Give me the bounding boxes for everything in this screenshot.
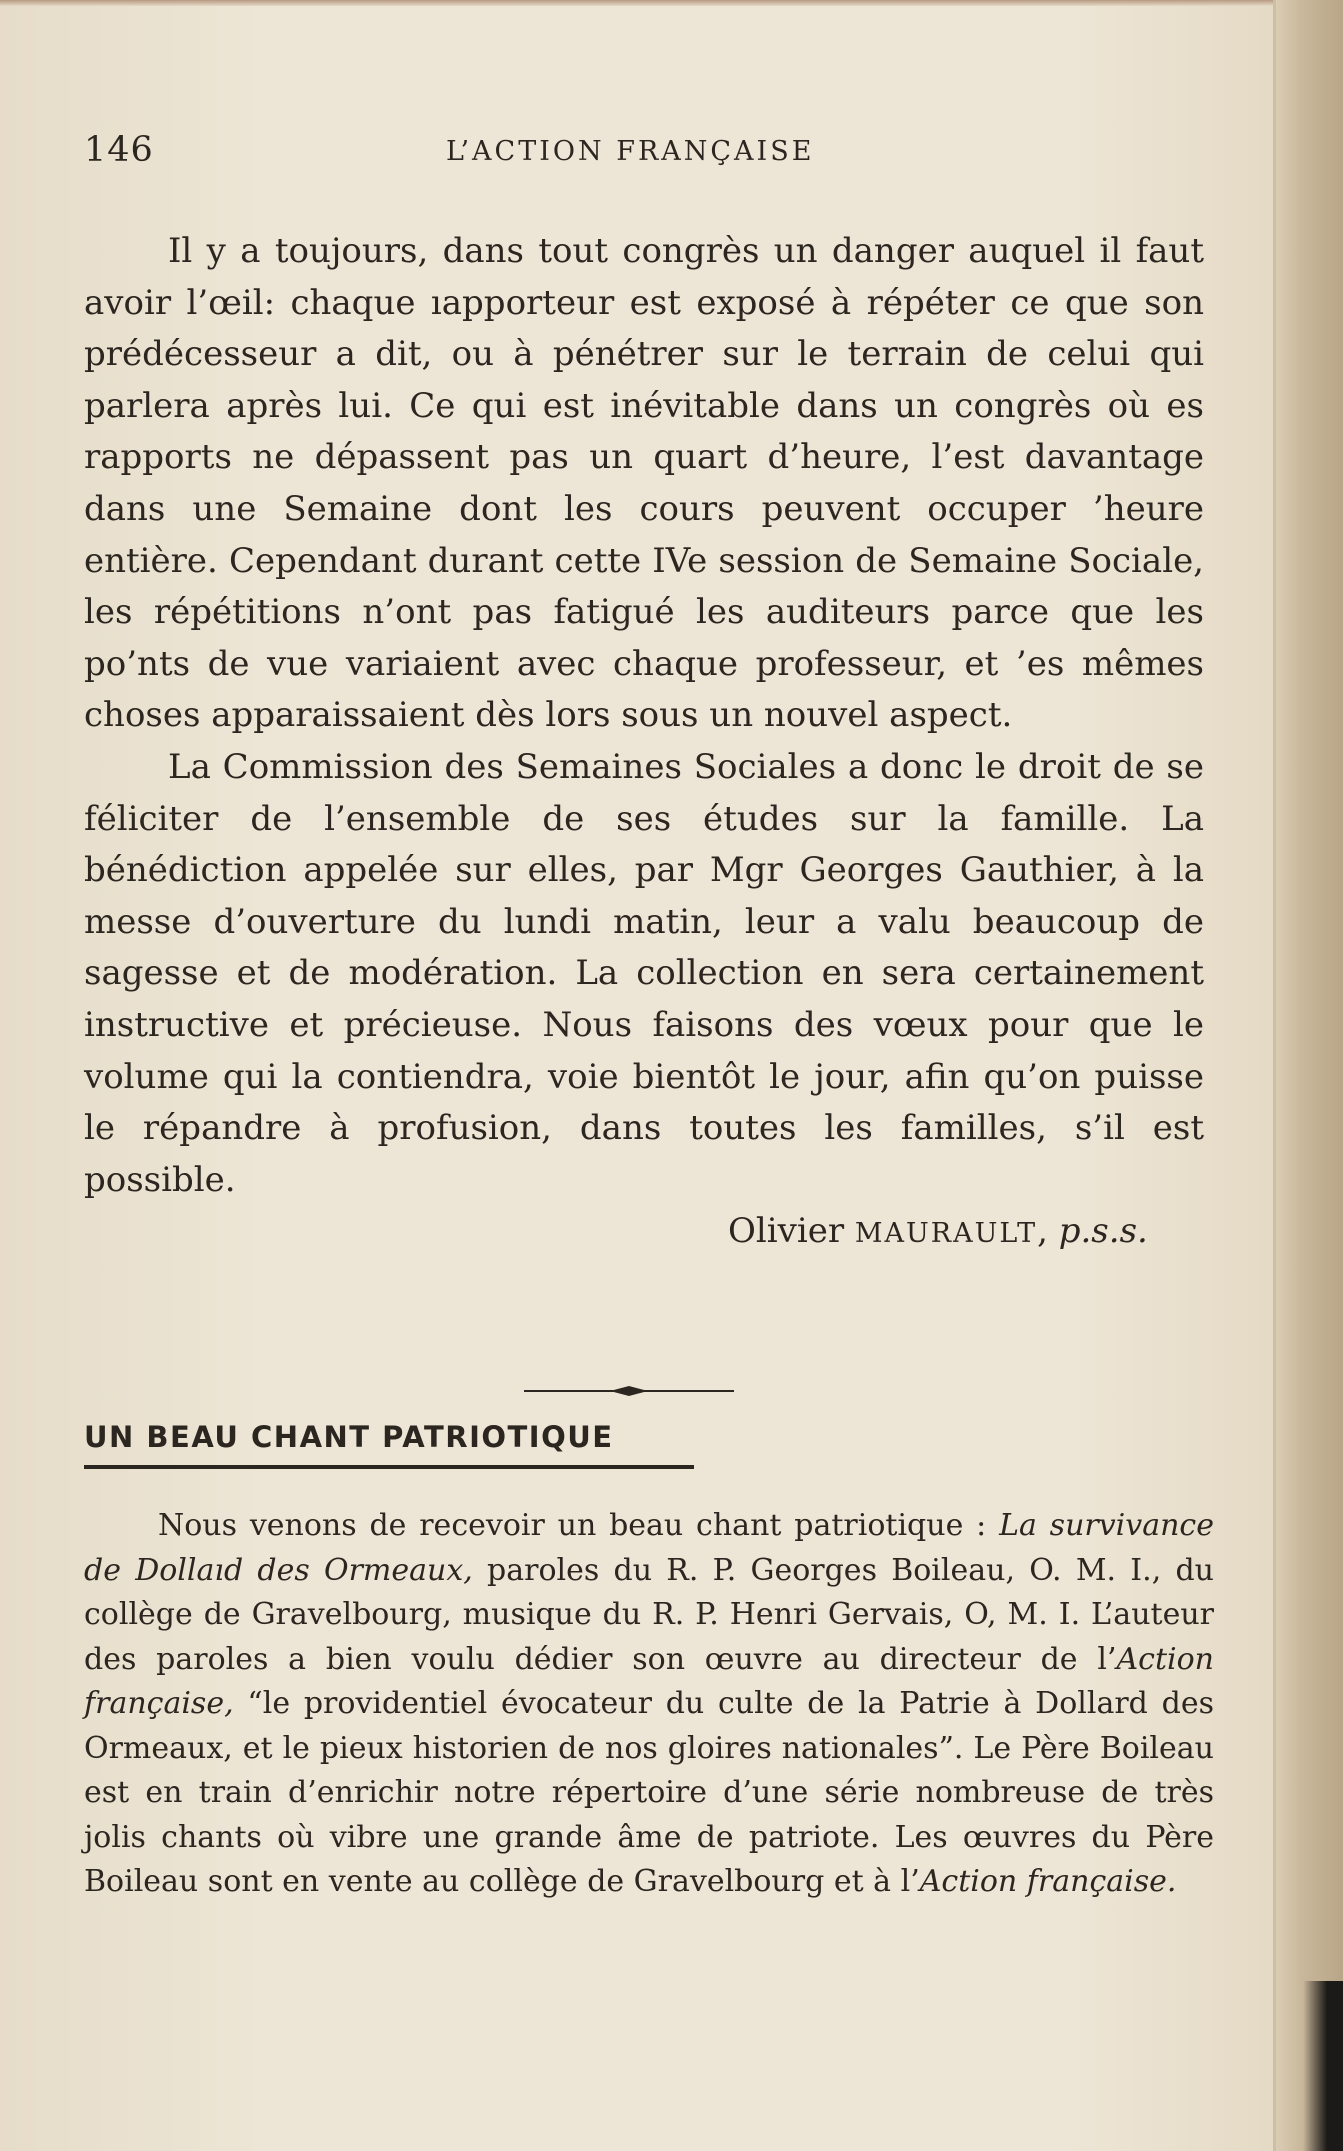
article-body xyxy=(84,226,1204,1260)
journal-name-2: Action française. xyxy=(919,1864,1177,1899)
chant-text-1: Nous venons de recevoir un beau chant patriotique : xyxy=(158,1508,1000,1543)
page-number: 146 xyxy=(84,130,154,170)
dark-corner-shadow xyxy=(1303,1981,1343,2151)
page-top-edge xyxy=(0,0,1343,6)
book-spine-edge xyxy=(1273,0,1343,2151)
paragraph-chant xyxy=(84,1504,1214,1905)
section-heading: UN BEAU CHANT PATRIOTIQUE xyxy=(84,1420,614,1454)
spine-line xyxy=(1273,0,1276,2151)
author-first-name: Olivier xyxy=(728,1211,845,1252)
chant-text-3: “le providentiel évocateur du culte de la Patrie à Dollard des Ormeaux, et le pieux historien de nos gloires nationales”. Le Père Boileau est en train d’enrichir notre répertoire d’une série nombreuse de très jolis chants où vibre une grande âme de patriote. Les œuvres du Père Boileau sont en vente au collège de Gravelbourg et à l’ xyxy=(84,1686,1214,1899)
author-signature: Olivier MAURAULT, p.s.s. xyxy=(728,1211,1148,1252)
author-last-name: MAURAULT xyxy=(854,1218,1038,1250)
section-divider-ornament xyxy=(524,1385,734,1397)
running-head xyxy=(84,130,1284,170)
author-suffix: p.s.s. xyxy=(1058,1211,1148,1252)
section-body xyxy=(84,1504,1214,1905)
paragraph-commission: La Commission des Semaines Sociales a donc le droit de se féliciter de l’ensemble de ses études sur la famille. La bénédiction appelée sur elles, par Mgr Georges Gauthier, à la messe d’ouverture du lundi matin, leur a valu beaucoup de sagesse et de modération. La collection en sera certainement instructive et précieuse. Nous faisons des vœux pour que le volume qui la contiendra, voie bientôt le jour, afin qu’on puisse le répandre à profusion, dans toutes les familles, s’il est possible. xyxy=(84,746,1204,1200)
chant-title: La survivance de Dollaıd des Ormeaux, xyxy=(84,1508,1214,1588)
heading-underline xyxy=(84,1465,694,1469)
paragraph-repetitions: Il y a toujours, dans tout congrès un danger auquel il faut avoir l’œil: chaque ıapporteur est exposé à répéter ce que son prédécesseur a dit, ou à pénétrer sur le terrain de celui qui parlera après lui. Ce qui est inévitable dans un congrès où es rapports ne dépassent pas un quart d’heure, l’est davantage dans une Semaine dont les cours peuvent occuper ’heure entière. Cependant durant cette IVe session de Semaine Sociale, les répétitions n’ont pas fatigué les auditeurs parce que les po’nts de vue variaient avec chaque professeur, et ’es mêmes choses apparaissaient dès lors sous un nouvel aspect. xyxy=(84,231,1204,736)
journal-title: L’ACTION FRANÇAISE xyxy=(446,136,815,167)
journal-name-1: Action française, xyxy=(84,1641,1214,1721)
chant-text-2: paroles du R. P. Georges Boileau, O. M. I., du collège de Gravelbourg, musique du R. P. Henri Gervais, O, M. I. L’auteur des paroles a bien voulu dédier son œuvre au directeur de l’ xyxy=(84,1552,1214,1677)
